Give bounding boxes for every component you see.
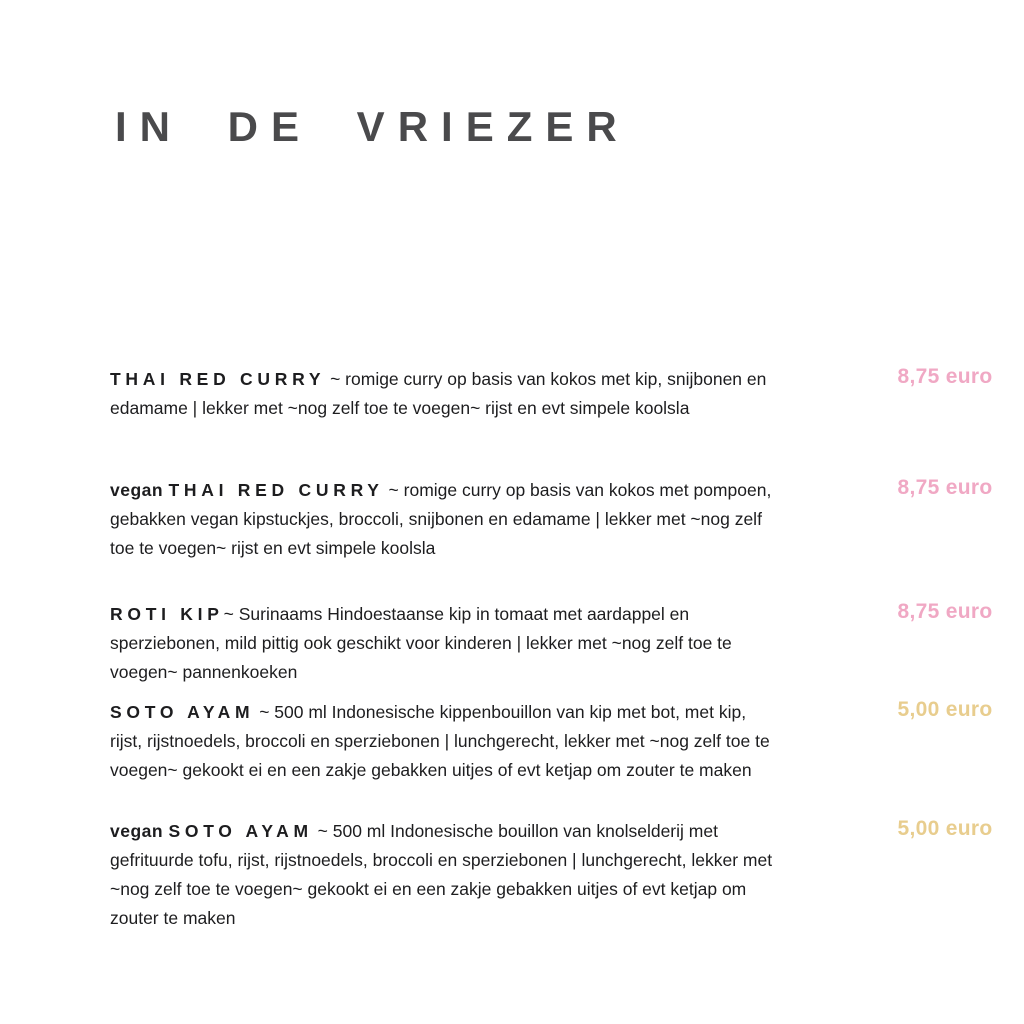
- menu-item-text: [110, 476, 778, 563]
- menu-item-text: [110, 365, 778, 423]
- menu-item-roti-kip: [110, 600, 1015, 687]
- menu-item-price: 8,75 euro: [897, 476, 993, 499]
- menu-item-price: 5,00 euro: [897, 698, 993, 721]
- menu-item-vegan-soto-ayam: [110, 817, 1015, 933]
- menu-item-name: SOTO AYAM: [168, 821, 313, 841]
- menu-item-description: ~ 500 ml Indonesische kippenbouillon van kip met bot, met kip, rijst, rijstnoedels, broccoli en sperziebonen | lunchgerecht, lekker met ~nog zelf toe te voegen~ gekookt ei en een zakje gebakken uitjes of evt ketjap om zouter te maken: [110, 702, 770, 780]
- menu-item-text: [110, 600, 778, 687]
- menu-item-thai-red-curry: [110, 365, 1015, 423]
- menu-item-description: ~ romige curry op basis van kokos met kip, snijbonen en edamame | lekker met ~nog zelf toe te voegen~ rijst en evt simpele koolsla: [110, 369, 767, 418]
- menu-item-vegan-prefix: vegan: [110, 480, 169, 500]
- menu-item-vegan-prefix: vegan: [110, 821, 169, 841]
- menu-item-price: 8,75 euro: [897, 365, 993, 388]
- menu-item-price: 5,00 euro: [897, 817, 993, 840]
- menu-item-description: ~ Surinaams Hindoestaanse kip in tomaat met aardappel en sperziebonen, mild pittig ook geschikt voor kinderen | lekker met ~nog zelf toe te voegen~ pannenkoeken: [110, 604, 732, 682]
- menu-item-name: THAI RED CURRY: [110, 369, 326, 389]
- menu-item-soto-ayam: [110, 698, 1015, 785]
- menu-item-text: [110, 698, 778, 785]
- menu-item-text: [110, 817, 778, 933]
- menu-item-price: 8,75 euro: [897, 600, 993, 623]
- menu-item-name: THAI RED CURRY: [168, 480, 384, 500]
- menu-item-vegan-thai-red-curry: [110, 476, 1015, 563]
- menu-item-description: ~ 500 ml Indonesische bouillon van knolselderij met gefrituurde tofu, rijst, rijstnoedels, broccoli en sperziebonen | lunchgerecht, lekker met ~nog zelf toe te voegen~ gekookt ei en een zakje gebakken uitjes of evt ketjap om zouter te maken: [110, 821, 773, 928]
- menu-item-name: ROTI KIP: [110, 604, 224, 624]
- menu-item-name: SOTO AYAM: [110, 702, 255, 722]
- menu-item-description: ~ romige curry op basis van kokos met pompoen, gebakken vegan kipstuckjes, broccoli, snijbonen en edamame | lekker met ~nog zelf toe te voegen~ rijst en evt simpele koolsla: [110, 480, 772, 558]
- page-title: IN DE VRIEZER: [115, 103, 630, 150]
